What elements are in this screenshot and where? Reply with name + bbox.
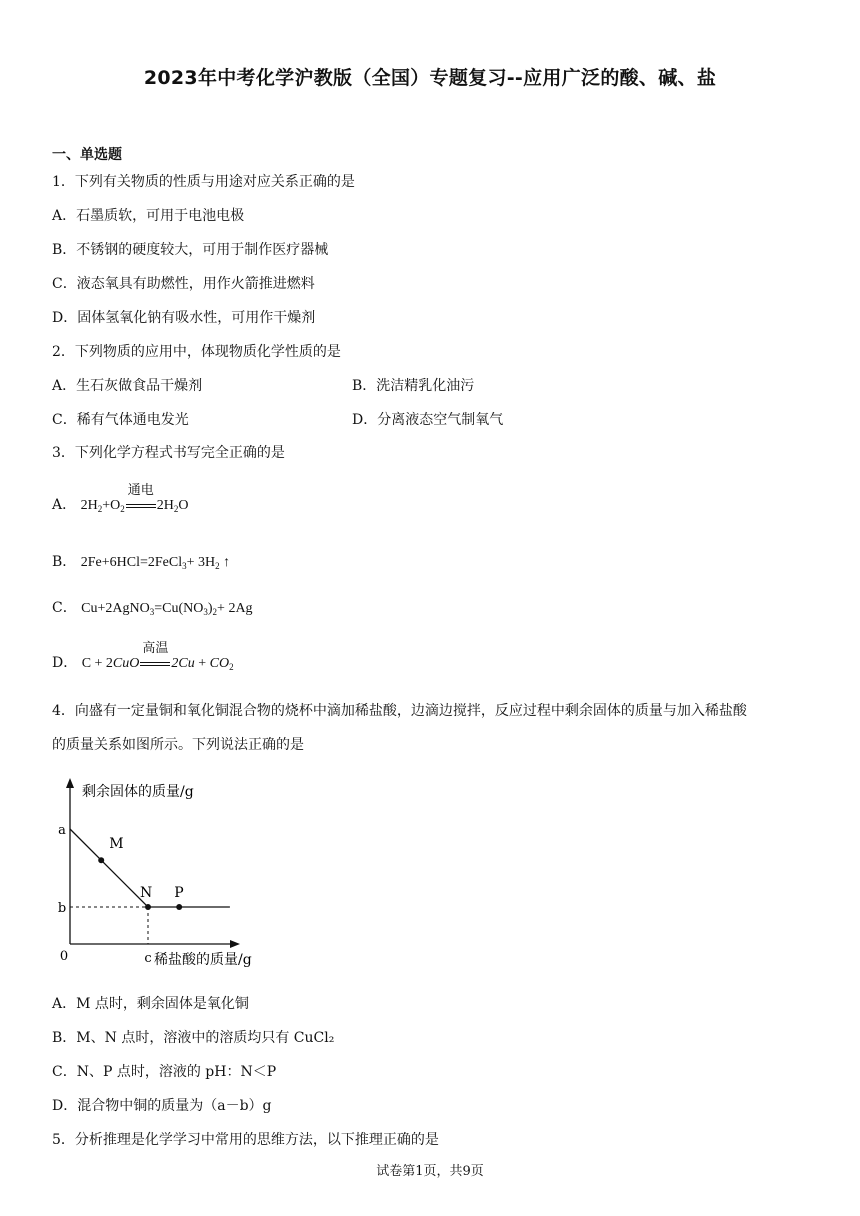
question-4-option-a: A．M 点时，剩余固体是氧化铜	[52, 996, 249, 1012]
point-label-n: N	[140, 885, 153, 901]
question-2-stem: 2．下列物质的应用中，体现物质化学性质的是	[52, 344, 341, 360]
question-2-option-a: A．生石灰做食品干燥剂	[52, 378, 203, 394]
equation-c: $Cu+2AgNO_3=Cu(NO_3)_2+ 2Ag$	[81, 601, 253, 617]
document-title: 2023年中考化学沪教版（全国）专题复习--应用广泛的酸、碱、盐	[143, 67, 717, 89]
equation-d: C + 2CuO 高温 $2Cu + CO_2$	[82, 656, 234, 671]
y-axis-label: 剩余固体的质量/g	[82, 784, 194, 800]
x-axis-label: 稀盐酸的质量/g	[154, 952, 252, 968]
x-tick-c: c	[144, 951, 152, 966]
y-tick-a: a	[58, 823, 66, 838]
question-5-stem: 5．分析推理是化学学习中常用的思维方法，以下推理正确的是	[52, 1132, 439, 1148]
question-4-option-c: C．N、P 点时，溶液的 pH：N＜P	[52, 1064, 277, 1080]
question-3-option-d	[52, 641, 234, 672]
point-p	[176, 904, 182, 910]
origin-label: 0	[59, 949, 69, 964]
mass-graph	[48, 772, 278, 972]
point-n	[145, 904, 151, 910]
question-3-option-b	[52, 551, 230, 571]
question-4-stem-line1: 4．向盛有一定量铜和氧化铜混合物的烧杯中滴加稀盐酸，边滴边搅拌，反应过程中剩余固体的质量与加入稀盐酸	[52, 703, 747, 719]
y-axis-arrow	[66, 778, 74, 788]
question-1-option-d: D．固体氢氧化钠有吸水性，可用作干燥剂	[52, 310, 316, 326]
option-d-label: D．	[52, 655, 78, 671]
question-4-option-d: D．混合物中铜的质量为（a－b）g	[52, 1098, 272, 1114]
option-a-label: A．	[52, 497, 77, 513]
section-heading: 一、单选题	[52, 147, 122, 163]
question-2-option-d: D．分离液态空气制氧气	[352, 412, 504, 428]
point-m	[98, 857, 104, 863]
option-c-label: C．	[52, 600, 77, 616]
page-footer: 试卷第1页，共9页	[376, 1164, 484, 1179]
point-label-m: M	[109, 836, 124, 853]
x-axis-arrow	[230, 940, 240, 948]
option-b-label: B．	[52, 554, 77, 570]
question-1-option-a: A．石墨质软，可用于电池电极	[52, 208, 245, 224]
question-4-stem-line2: 的质量关系如图所示。下列说法正确的是	[52, 737, 304, 753]
condition-electrolysis: 通电	[127, 483, 154, 498]
equation-b: 2Fe+6HCl=2FeCl$_3$+ $3H_2$ ↑	[80, 555, 231, 571]
equation-a: $2H_2+O_2$ 通电 $2H_2O$	[81, 498, 189, 513]
question-3-stem: 3．下列化学方程式书写完全正确的是	[52, 445, 285, 461]
question-1-option-b: B．不锈钢的硬度较大，可用于制作医疗器械	[52, 242, 329, 258]
question-3-option-c	[52, 597, 253, 617]
question-2-option-b: B．洗洁精乳化油污	[352, 378, 475, 394]
question-4-option-b: B．M、N 点时，溶液中的溶质均只有 CuCl₂	[52, 1030, 335, 1046]
condition-high-temperature: 高温	[142, 641, 169, 656]
question-1-option-c: C．液态氧具有助燃性，用作火箭推进燃料	[52, 276, 315, 292]
question-4-stem	[52, 694, 812, 762]
question-1-stem: 1．下列有关物质的性质与用途对应关系正确的是	[52, 174, 355, 190]
question-2-option-c: C．稀有气体通电发光	[52, 412, 189, 428]
question-3-option-a	[52, 483, 189, 514]
y-tick-b: b	[57, 901, 67, 916]
point-label-p: P	[174, 885, 184, 901]
